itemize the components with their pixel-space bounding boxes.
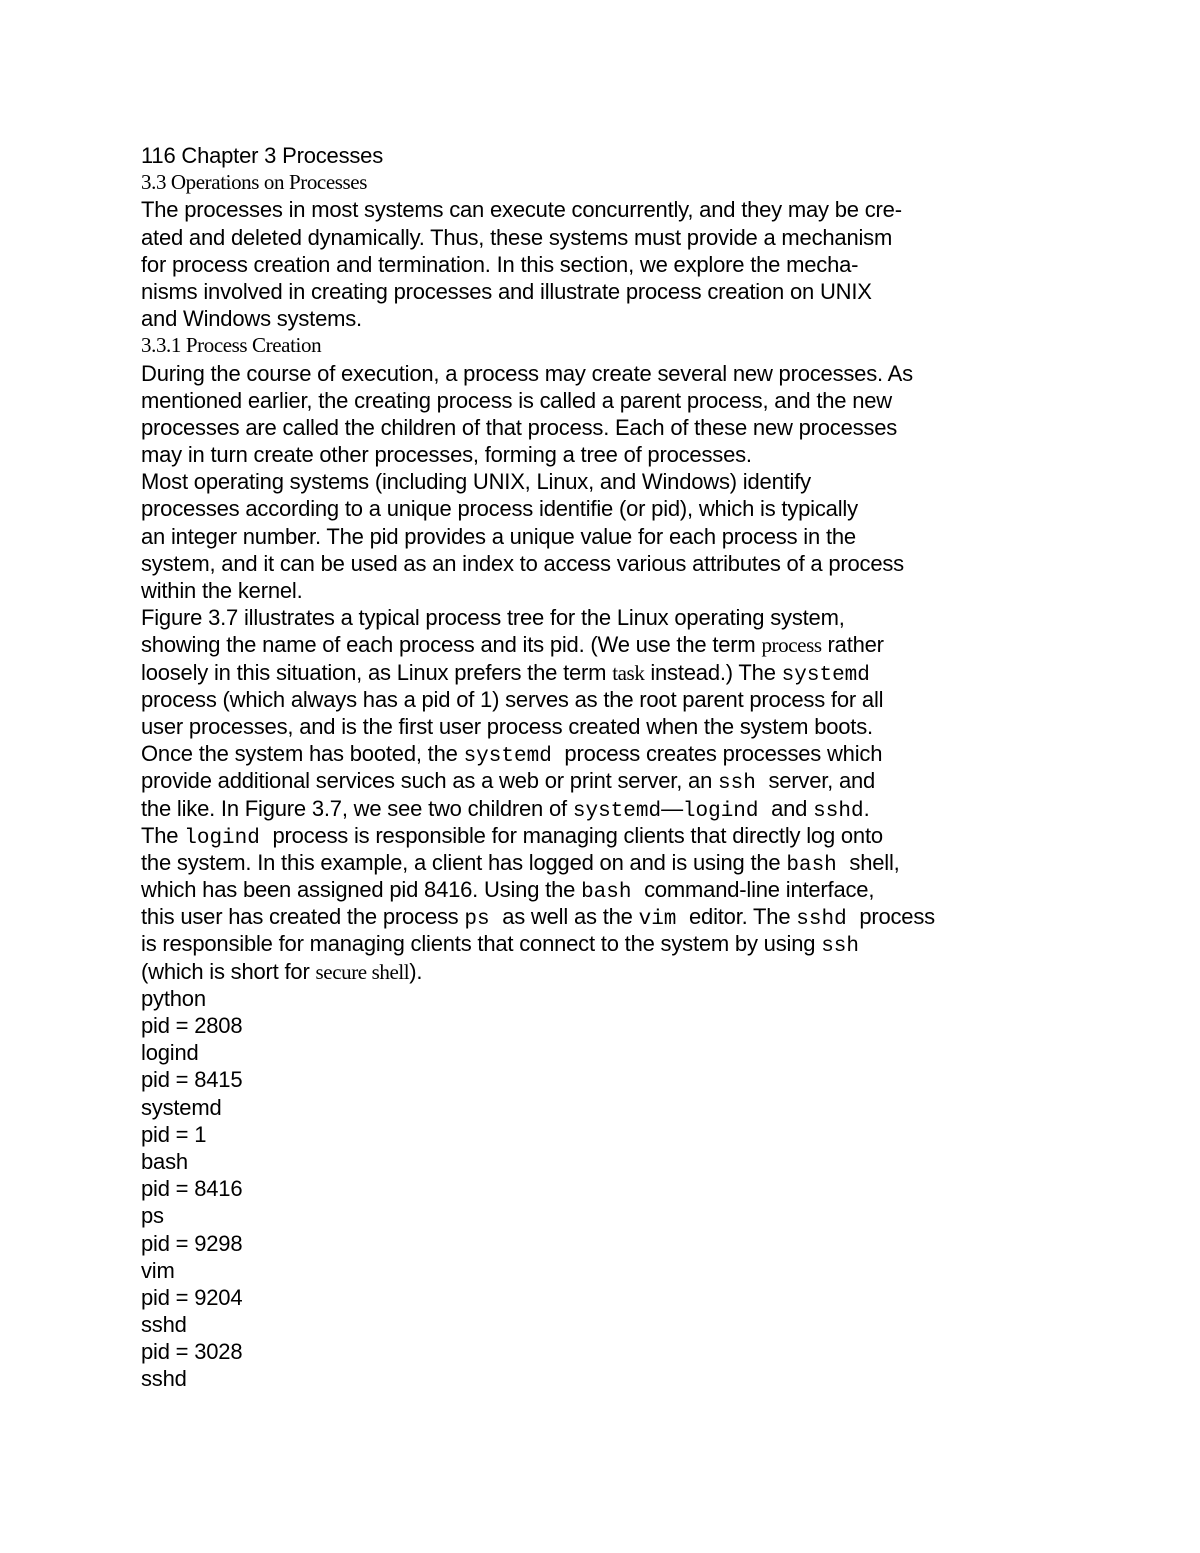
text-line — [141, 903, 1141, 930]
text-line: within the kernel. — [141, 578, 303, 603]
text-run: editor. The — [689, 904, 797, 930]
tree-line: logind — [141, 1040, 199, 1066]
tree-line: python — [141, 985, 206, 1011]
text-line: ated and deleted dynamically. Thus, these systems must provide a mechanism — [141, 224, 893, 250]
text-line: and Windows systems. — [141, 306, 362, 332]
tree-line: vim — [141, 1257, 175, 1283]
code-systemd: systemd — [781, 663, 870, 687]
text-line: an integer number. The pid provides a unique value for each process in the — [141, 523, 856, 549]
text-line: for process creation and termination. In this section, we explore the mecha- — [141, 251, 859, 277]
text-line — [141, 767, 1141, 794]
text-line — [141, 795, 1141, 822]
text-run: instead.) The — [644, 659, 782, 685]
text-line: During the course of execution, a process may create several new processes. As — [141, 360, 913, 386]
text-run: loosely in this situation, as Linux prefers the term — [141, 659, 613, 685]
tree-line: pid = 9298 — [141, 1230, 243, 1256]
text-line: system, and it can be used as an index to access various attributes of a process — [141, 550, 904, 576]
code-systemd: systemd — [463, 745, 565, 769]
text-line — [141, 876, 1141, 903]
code-vim: vim — [638, 908, 690, 932]
text-line — [141, 659, 1141, 686]
tree-line: pid = 9204 — [141, 1284, 243, 1310]
text-line: processes according to a unique process identifie (or pid), which is typically — [141, 496, 858, 522]
text-run: . — [863, 795, 870, 821]
tree-line: ps — [141, 1203, 164, 1229]
tree-line: pid = 2808 — [141, 1013, 243, 1038]
text-run: showing the name of each process and its pid. (We use the term — [141, 632, 762, 658]
code-logind: logind — [184, 826, 273, 850]
text-line — [141, 740, 1141, 767]
code-bash: bash — [786, 853, 850, 877]
page-content — [141, 142, 1141, 1393]
term-secure-shell: secure shell — [315, 959, 410, 984]
text-line: Most operating systems (including UNIX, Linux, and Windows) identify — [141, 469, 811, 495]
term-process: process — [761, 633, 822, 658]
text-run: The — [141, 822, 185, 848]
text-run: server, and — [768, 768, 876, 794]
text-line — [141, 849, 1141, 876]
code-sshd: sshd — [796, 908, 860, 932]
code-systemd: systemd — [572, 799, 662, 823]
paragraph-3 — [141, 604, 1141, 985]
text-line — [141, 930, 1141, 957]
text-run: process — [859, 904, 935, 930]
process-tree-text — [141, 985, 1141, 1393]
text-line: The processes in most systems can execute concurrently, and they may be cre- — [141, 197, 902, 223]
text-line: user processes, and is the first user process created when the system boots. — [141, 713, 873, 739]
text-run: rather — [821, 632, 884, 658]
text-line — [141, 958, 1141, 985]
subsection-heading: 3.3.1 Process Creation — [141, 333, 322, 358]
text-line: process (which always has a pid of 1) serves as the root parent process for all — [141, 686, 884, 712]
text-line: nisms involved in creating processes and illustrate process creation on UNIX — [141, 278, 872, 304]
section-heading: 3.3 Operations on Processes — [141, 170, 367, 195]
text-run: the like. In Figure 3.7, we see two children of — [141, 795, 573, 821]
page-header: 116 Chapter 3 Processes — [141, 143, 384, 168]
text-run: command-line interface, — [644, 877, 875, 903]
paragraph-1 — [141, 360, 1141, 469]
text-line — [141, 631, 1141, 658]
text-run: the system. In this example, a client has logged on and is using the — [141, 849, 787, 875]
code-ps: ps — [464, 908, 503, 932]
tree-line: pid = 3028 — [141, 1339, 243, 1365]
code-ssh: ssh — [718, 772, 769, 796]
intro-paragraph — [141, 196, 1141, 332]
text-line: Figure 3.7 illustrates a typical process tree for the Linux operating system, — [141, 605, 845, 631]
paragraph-2 — [141, 468, 1141, 604]
text-run: process creates processes which — [564, 741, 883, 767]
term-task: task — [612, 660, 645, 685]
text-run: provide additional services such as a web or print server, an — [141, 768, 719, 794]
text-line: processes are called the children of that process. Each of these new processes — [141, 414, 898, 440]
tree-line: pid = 8416 — [141, 1176, 243, 1202]
tree-line: bash — [141, 1148, 188, 1174]
text-line: mentioned earlier, the creating process is called a parent process, and the new — [141, 387, 892, 413]
text-run: as well as the — [502, 904, 639, 930]
code-logind: logind — [682, 799, 772, 823]
text-run: this user has created the process — [141, 904, 465, 930]
text-run: and — [771, 795, 814, 821]
text-line: may in turn create other processes, forming a tree of processes. — [141, 442, 752, 468]
text-run: (which is short for — [141, 958, 316, 984]
tree-line: pid = 8415 — [141, 1067, 243, 1093]
tree-line: sshd — [141, 1312, 187, 1338]
text-run: shell, — [849, 849, 900, 875]
text-line — [141, 822, 1141, 849]
text-run: is responsible for managing clients that connect to the system by using — [141, 931, 822, 957]
text-run: Once the system has booted, the — [141, 741, 464, 767]
text-run: — — [661, 795, 683, 821]
text-run: process is responsible for managing clients that directly log onto — [272, 822, 883, 848]
tree-line: systemd — [141, 1094, 222, 1120]
text-run: which has been assigned pid 8416. Using the — [141, 877, 582, 903]
code-bash: bash — [581, 881, 645, 905]
code-sshd: sshd — [813, 799, 864, 823]
tree-line: pid = 1 — [141, 1121, 207, 1147]
code-ssh: ssh — [821, 935, 860, 959]
tree-line: sshd — [141, 1366, 187, 1392]
text-run: ). — [409, 958, 423, 984]
